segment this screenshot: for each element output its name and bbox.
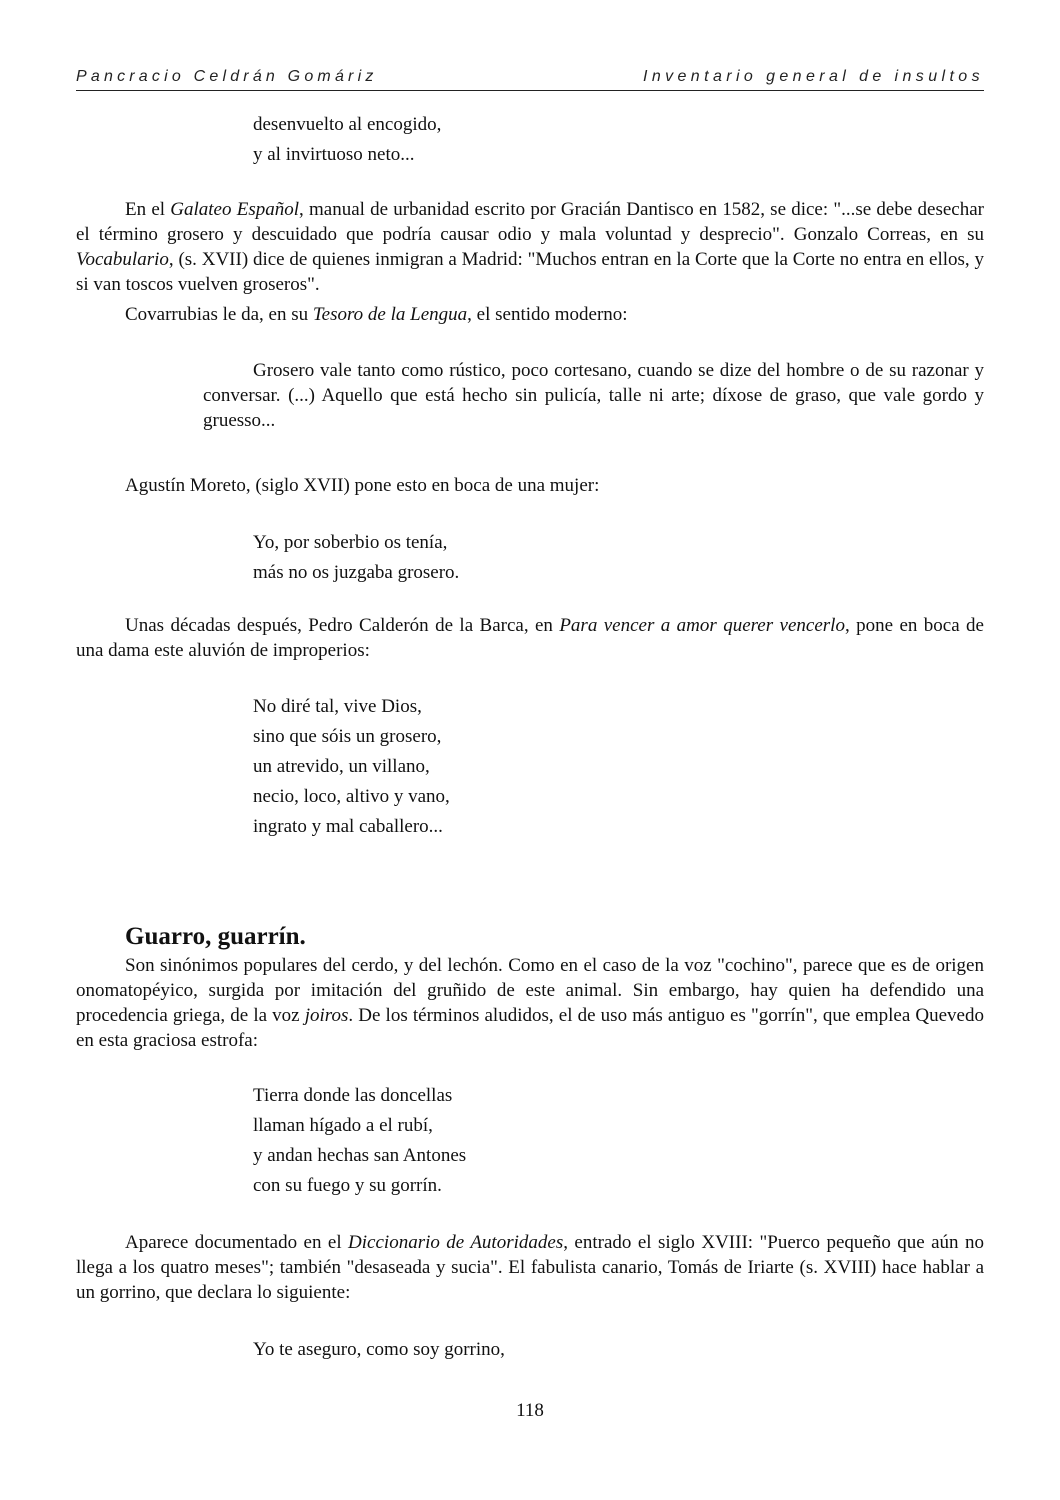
paragraph-covarrubias: Covarrubias le da, en su Tesoro de la Lengua, el sentido moderno: bbox=[125, 304, 628, 325]
verse-line: Yo, por soberbio os tenía, bbox=[253, 532, 448, 553]
paragraph-moreto: Agustín Moreto, (siglo XVII) pone esto en boca de una mujer: bbox=[125, 475, 600, 496]
verse-line: desenvuelto al encogido, bbox=[253, 114, 442, 135]
verse-line: más no os juzgaba grosero. bbox=[253, 562, 460, 583]
verse-line: y andan hechas san Antones bbox=[253, 1145, 467, 1166]
verse-block-2 bbox=[253, 528, 984, 588]
page-body bbox=[76, 110, 984, 1365]
verse-block-5 bbox=[253, 1335, 984, 1365]
quote-covarrubias: Grosero vale tanto como rústico, poco cortesano, cuando se dize del hombre o de su razonar y conversar. (...) Aquello que está hecho sin pulicía, talle ni arte; díxose de graso, que vale gordo y gruesso... bbox=[203, 360, 984, 431]
verse-line: Tierra donde las doncellas bbox=[253, 1085, 453, 1106]
verse-block-3 bbox=[253, 692, 984, 842]
section-heading: Guarro, guarrín. bbox=[125, 923, 306, 950]
paragraph-calderon: Unas décadas después, Pedro Calderón de la Barca, en Para vencer a amor querer vencerlo, pone en boca de una dama este aluvión de improperios: bbox=[76, 615, 984, 661]
verse-line: No diré tal, vive Dios, bbox=[253, 696, 422, 717]
verse-line: necio, loco, altivo y vano, bbox=[253, 786, 450, 807]
header-author: Pancracio Celdrán Gomáriz bbox=[76, 68, 378, 85]
page-number: 118 bbox=[516, 1400, 544, 1421]
verse-line: un atrevido, un villano, bbox=[253, 756, 430, 777]
verse-line: y al invirtuoso neto... bbox=[253, 144, 415, 165]
verse-block-4 bbox=[253, 1081, 984, 1201]
verse-line: sino que sóis un grosero, bbox=[253, 726, 442, 747]
paragraph-galateo: En el Galateo Español, manual de urbanidad escrito por Gracián Dantisco en 1582, se dice: "...se debe desechar el término grosero y descuidado que podría causar odio y mala voluntad y desprecio". Gonzalo Correas, en su Vocabulario, (s. XVII) dice de quienes inmigran a Madrid: "Muchos entran en la Corte que la Corte no entra en ellos, y si van toscos vuelven groseros". bbox=[76, 199, 984, 295]
verse-line: Yo te aseguro, como soy gorrino, bbox=[253, 1339, 505, 1360]
paragraph-autoridades: Aparece documentado en el Diccionario de Autoridades, entrado el siglo XVIII: "Puerco pequeño que aún no llega a los quatro meses"; también "desaseada y sucia". El fabulista canario, Tomás de Iriarte (s. XVIII) hace hablar a un gorrino, que declara lo siguiente: bbox=[76, 1232, 984, 1303]
verse-block-1 bbox=[253, 110, 984, 170]
verse-line: con su fuego y su gorrín. bbox=[253, 1175, 442, 1196]
running-header bbox=[76, 68, 984, 91]
paragraph-guarro: Son sinónimos populares del cerdo, y del lechón. Como en el caso de la voz "cochino", parece que es de origen onomatopéyico, surgida por imitación del gruñido de este animal. Sin embargo, hay quien ha defendido una procedencia griega, de la voz joiros. De los términos aludidos, el de uso más antiguo es "gorrín", que emplea Quevedo en esta graciosa estrofa: bbox=[76, 955, 984, 1051]
header-book-title: Inventario general de insultos bbox=[642, 68, 984, 85]
verse-line: llaman hígado a el rubí, bbox=[253, 1115, 433, 1136]
verse-line: ingrato y mal caballero... bbox=[253, 816, 443, 837]
